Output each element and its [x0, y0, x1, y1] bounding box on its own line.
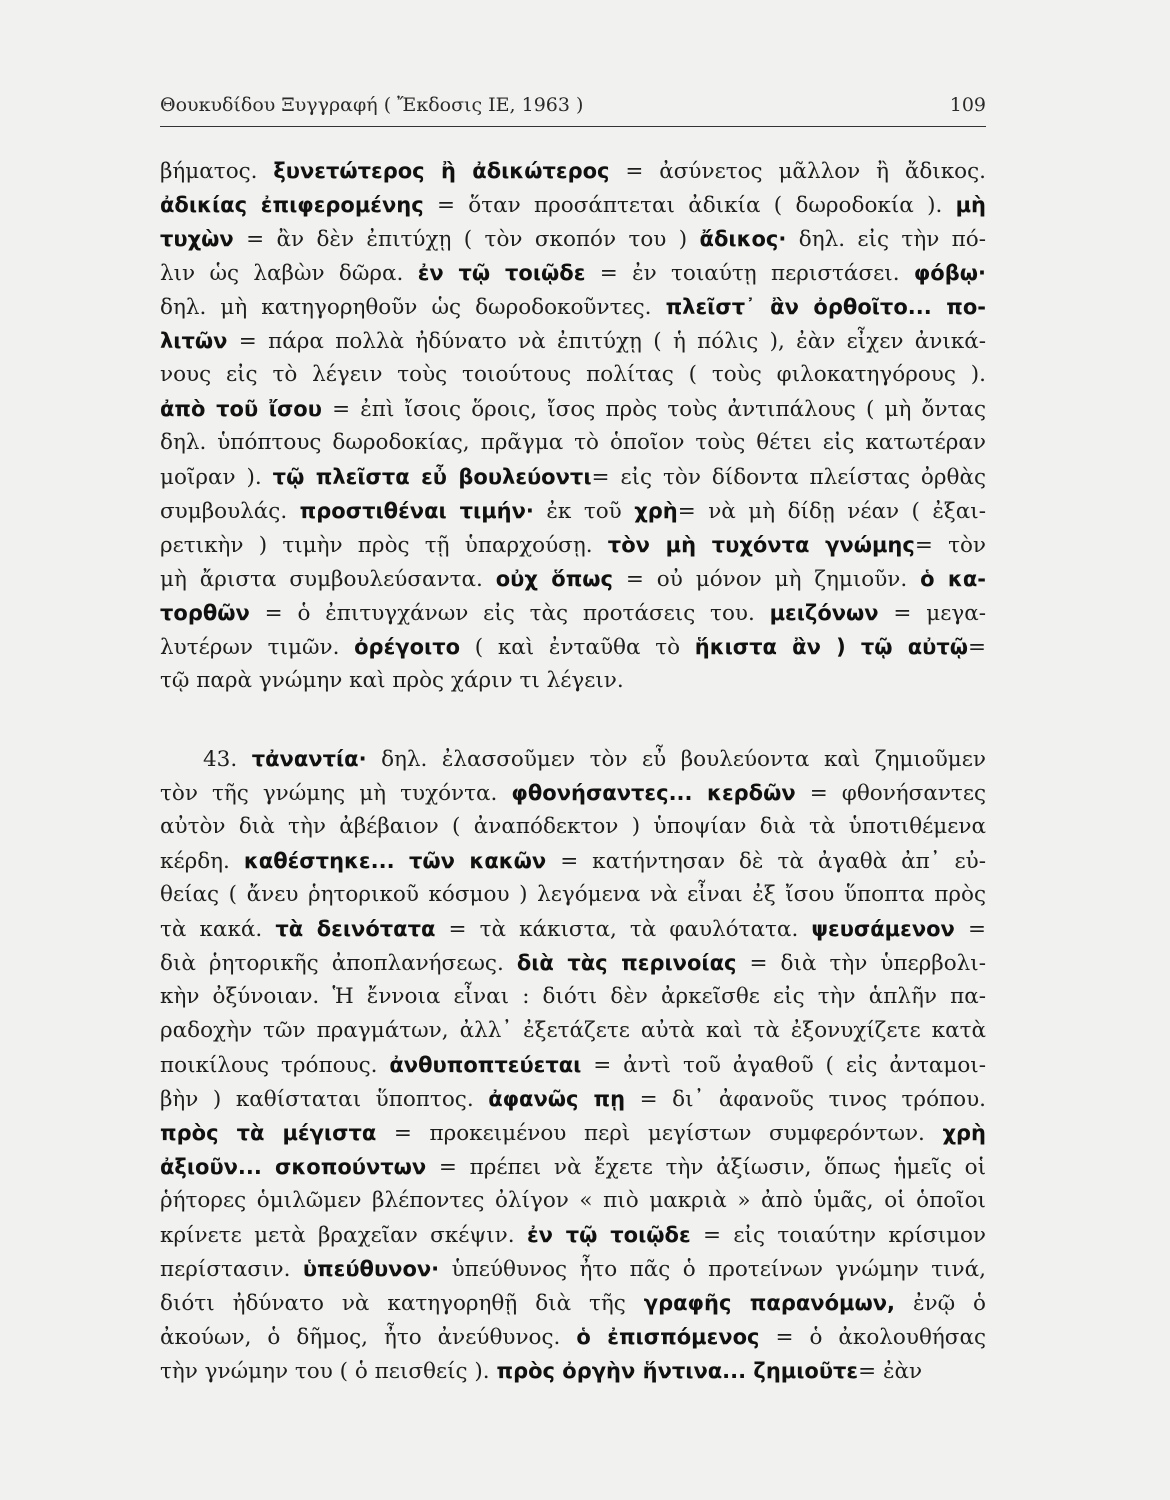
lemma-term: χρὴ: [942, 1121, 986, 1145]
text-line: [160, 1354, 986, 1388]
text-line: [160, 776, 986, 810]
lemma-term: φθονήσαντες... κερδῶν: [511, 781, 796, 805]
lemma-term: ὀρέγοιτο: [354, 635, 461, 659]
text-line: [160, 742, 986, 776]
text-line: [160, 878, 986, 912]
gloss-text: = ὁ ἐπιτυγχάνων εἰς τὰς προτάσεις του.: [249, 601, 770, 626]
gloss-text: δηλ. ὑπόπτους δωροδοκίας, πρᾶγμα τὸ ὁποῖον τοὺς θέτει εἰς κατωτέραν: [160, 430, 986, 455]
lemma-term: ὁ κα-: [920, 567, 986, 591]
gloss-text: = οὐ μόνον μὴ ζημιοῦν.: [613, 567, 921, 592]
text-line: [160, 1320, 986, 1354]
lemma-term: μειζόνων: [769, 601, 879, 625]
lemma-term: ἀπὸ τοῦ ἴσου: [160, 397, 322, 421]
gloss-text: λυτέρων τιμῶν.: [160, 635, 355, 660]
lemma-term: ἐν τῷ τοιῷδε: [417, 261, 586, 285]
lemma-term: προστιθέναι τιμήν·: [299, 499, 534, 523]
page-number: 109: [949, 94, 986, 116]
lemma-term: ἀδικίας ἐπιφερομένης: [160, 193, 424, 217]
lemma-term: διὰ τὰς περινοίας: [516, 951, 737, 975]
gloss-text: = ὅταν προσάπτεται ἀδικία ( δωροδοκία ).: [423, 193, 956, 218]
text-line: [160, 290, 986, 324]
text-line: [160, 980, 986, 1014]
gloss-text: = πρέπει νὰ ἔχετε τὴν ἀξίωσιν, ὅπως ἡμεῖς οἱ: [426, 1155, 986, 1180]
gloss-text: τὴν γνώμην του ( ὁ πεισθείς ).: [160, 1359, 497, 1384]
gloss-text: = νὰ μὴ δίδῃ νέαν ( ἐξαι-: [677, 499, 986, 524]
text-line: [160, 1116, 986, 1150]
text-line: [160, 494, 986, 528]
paragraph-gap: [160, 698, 986, 742]
text-line: [160, 528, 986, 562]
gloss-text: θείας ( ἄνευ ῥητορικοῦ κόσμου ) λεγόμενα νὰ εἶναι ἐξ ἴσου ὕποπτα πρὸς: [160, 882, 986, 907]
lemma-term: ἥκιστα ἂν ) τῷ αὐτῷ: [694, 635, 968, 659]
text-line: [160, 596, 986, 630]
text-line: [160, 1218, 986, 1252]
lemma-term: τορθῶν: [160, 601, 250, 625]
gloss-text: = προκειμένου περὶ μεγίστων συμφερόντων.: [376, 1121, 943, 1146]
lemma-term: ξυνετώτερος ἢ ἀδικώτερος: [273, 159, 610, 183]
lemma-term: τυχὼν: [160, 227, 234, 251]
lemma-term: ἀξιοῦν... σκοπούντων: [160, 1155, 427, 1179]
gloss-text: = ἐν τοιαύτῃ περιστάσει.: [585, 261, 914, 286]
gloss-text: λιν ὡς λαβὼν δῶρα.: [160, 261, 418, 286]
text-line: [160, 1082, 986, 1116]
gloss-text: τὰ κακά.: [160, 917, 276, 942]
lemma-term: ἀφανῶς πῃ: [488, 1087, 626, 1111]
gloss-text: = διὰ τὴν ὑπερβολι-: [736, 951, 986, 976]
gloss-text: ( καὶ ἐνταῦθα τὸ: [460, 635, 695, 660]
lemma-term: ἄδικος·: [699, 227, 787, 251]
gloss-text: ποικίλους τρόπους.: [160, 1053, 390, 1078]
lemma-term: χρὴ: [634, 499, 678, 523]
text-line: [160, 1150, 986, 1184]
lemma-term: μὴ: [955, 193, 986, 217]
lemma-term: ψευσάμενον: [811, 917, 955, 941]
gloss-text: διότι ἠδύνατο νὰ κατηγορηθῇ διὰ τῆς: [160, 1291, 644, 1316]
text-line: [160, 1286, 986, 1320]
header-title: Θουκυδίδου Ξυγγραφή ( Ἔκδοσις ΙΕ, 1963 ): [160, 94, 584, 116]
gloss-text: διὰ ῥητορικῆς ἀποπλανήσεως.: [160, 951, 517, 976]
gloss-text: = μεγα-: [878, 601, 986, 626]
text-line: [160, 946, 986, 980]
gloss-text: = πάρα πολλὰ ἠδύνατο νὰ ἐπιτύχῃ ( ἡ πόλις ), ἐὰν εἶχεν ἀνικά-: [227, 329, 986, 354]
gloss-text: συμβουλάς.: [160, 499, 300, 524]
text-line: [160, 562, 986, 596]
gloss-text: μοῖραν ).: [160, 465, 273, 490]
gloss-text: =: [967, 635, 986, 660]
lemma-term: ὑπεύθυνον·: [302, 1257, 440, 1281]
text-line: [160, 188, 986, 222]
gloss-text: = δι᾽ ἀφανοῦς τινος τρόπου.: [625, 1087, 986, 1112]
text-line: [160, 154, 986, 188]
lemma-term: φόβῳ·: [913, 261, 986, 285]
text-line: [160, 810, 986, 844]
gloss-text: = ἀντὶ τοῦ ἀγαθοῦ ( εἰς ἀνταμοι-: [581, 1053, 986, 1078]
lemma-term: πρὸς ὀργὴν ἥντινα... ζημιοῦτε: [496, 1359, 859, 1383]
lemma-term: λιτῶν: [160, 329, 228, 353]
gloss-text: βὴν ) καθίσταται ὕποπτος.: [160, 1087, 489, 1112]
gloss-text: = εἰς τοιαύτην κρίσιμον: [690, 1223, 986, 1248]
gloss-text: ἐκ τοῦ: [533, 499, 635, 524]
gloss-text: ραδοχὴν τῶν πραγμάτων, ἀλλ᾽ ἐξετάζετε αὐτὰ καὶ τὰ ἐξονυχίζετε κατὰ: [160, 1018, 986, 1043]
lemma-term: οὐχ ὅπως: [495, 567, 613, 591]
gloss-text: τῷ παρὰ γνώμην καὶ πρὸς χάριν τι λέγειν.: [160, 668, 624, 693]
gloss-text: = φθονήσαντες: [795, 781, 986, 806]
lemma-term: ὁ ἐπισπόμενος: [576, 1325, 760, 1349]
gloss-text: ἀκούων, ὁ δῆμος, ἦτο ἀνεύθυνος.: [160, 1325, 577, 1350]
text-line: [160, 1184, 986, 1218]
commentary-text: [160, 154, 986, 1388]
text-line: [160, 392, 986, 426]
text-line: [160, 912, 986, 946]
gloss-text: βήματος.: [160, 159, 274, 184]
gloss-text: κὴν ὀξύνοιαν. Ἡ ἔννοια εἶναι : διότι δὲν ἀρκεῖσθε εἰς τὴν ἁπλῆν πα-: [160, 984, 986, 1009]
gloss-text: περίστασιν.: [160, 1257, 303, 1282]
gloss-text: δηλ. εἰς τὴν πό-: [786, 227, 986, 252]
gloss-text: =: [954, 917, 986, 942]
gloss-text: = ἐπὶ ἴσοις ὅροις, ἴσος πρὸς τοὺς ἀντιπάλους ( μὴ ὄντας: [321, 397, 986, 422]
text-line: [160, 324, 986, 358]
gloss-text: ἐνῷ ὁ: [895, 1291, 986, 1316]
gloss-text: = τὸν: [914, 533, 986, 558]
text-line: [160, 1048, 986, 1082]
gloss-text: = ἀσύνετος μᾶλλον ἢ ἄδικος.: [609, 159, 986, 184]
gloss-text: = ἂν δὲν ἐπιτύχῃ ( τὸν σκοπόν του ): [233, 227, 700, 252]
text-line: [160, 358, 986, 392]
gloss-text: ῥήτορες ὁμιλῶμεν βλέποντες ὀλίγον « πιὸ μακριὰ » ἀπὸ ὑμᾶς, οἱ ὁποῖοι: [160, 1188, 986, 1213]
gloss-text: = κατήντησαν δὲ τὰ ἀγαθὰ ἀπ᾽ εὐ-: [546, 849, 986, 874]
gloss-text: νους εἰς τὸ λέγειν τοὺς τοιούτους πολίτας ( τοὺς φιλοκατηγόρους ).: [160, 362, 986, 387]
gloss-text: αὐτὸν διὰ τὴν ἀβέβαιον ( ἀναπόδεκτον ) ὑποψίαν διὰ τὰ ὑποτιθέμενα: [160, 814, 986, 839]
text-line: [160, 844, 986, 878]
gloss-text: 43.: [160, 747, 252, 772]
gloss-text: τὸν τῆς γνώμης μὴ τυχόντα.: [160, 781, 512, 806]
gloss-text: δηλ. μὴ κατηγορηθοῦν ὡς δωροδοκοῦντες.: [160, 295, 666, 320]
text-line: [160, 460, 986, 494]
lemma-term: τὰ δεινότατα: [275, 917, 436, 941]
running-header: [160, 92, 986, 127]
text-line: [160, 630, 986, 664]
text-line: [160, 256, 986, 290]
gloss-text: = ἐὰν: [858, 1359, 923, 1384]
lemma-term: ἐν τῷ τοιῷδε: [526, 1223, 691, 1247]
lemma-term: πλεῖστ᾽ ἂν ὀρθοῖτο... πο-: [665, 295, 986, 319]
text-line: [160, 222, 986, 256]
text-line: [160, 1014, 986, 1048]
lemma-term: πρὸς τὰ μέγιστα: [160, 1121, 377, 1145]
lemma-term: τἀναντία·: [251, 747, 367, 771]
gloss-text: δηλ. ἐλασσοῦμεν τὸν εὖ βουλεύοντα καὶ ζημιοῦμεν: [366, 747, 986, 772]
lemma-term: καθέστηκε... τῶν κακῶν: [243, 849, 547, 873]
lemma-term: τὸν μὴ τυχόντα γνώμης: [607, 533, 915, 557]
gloss-text: ὑπεύθυνος ἦτο πᾶς ὁ προτείνων γνώμην τινά,: [439, 1257, 986, 1282]
text-line: [160, 426, 986, 460]
gloss-text: μὴ ἄριστα συμβουλεύσαντα.: [160, 567, 496, 592]
lemma-term: τῷ πλεῖστα εὖ βουλεύοντι: [272, 465, 592, 489]
gloss-text: = εἰς τὸν δίδοντα πλείστας ὀρθὰς: [591, 465, 986, 490]
gloss-text: ρετικὴν ) τιμὴν πρὸς τῇ ὑπαρχούσῃ.: [160, 533, 608, 558]
lemma-term: ἀνθυποπτεύεται: [389, 1053, 582, 1077]
gloss-text: κέρδη.: [160, 849, 244, 874]
gloss-text: κρίνετε μετὰ βραχεῖαν σκέψιν.: [160, 1223, 527, 1248]
text-line: [160, 1252, 986, 1286]
lemma-term: γραφῆς παρανόμων,: [643, 1291, 896, 1315]
gloss-text: = τὰ κάκιστα, τὰ φαυλότατα.: [435, 917, 812, 942]
text-line: [160, 664, 986, 698]
gloss-text: = ὁ ἀκολουθήσας: [759, 1325, 986, 1350]
